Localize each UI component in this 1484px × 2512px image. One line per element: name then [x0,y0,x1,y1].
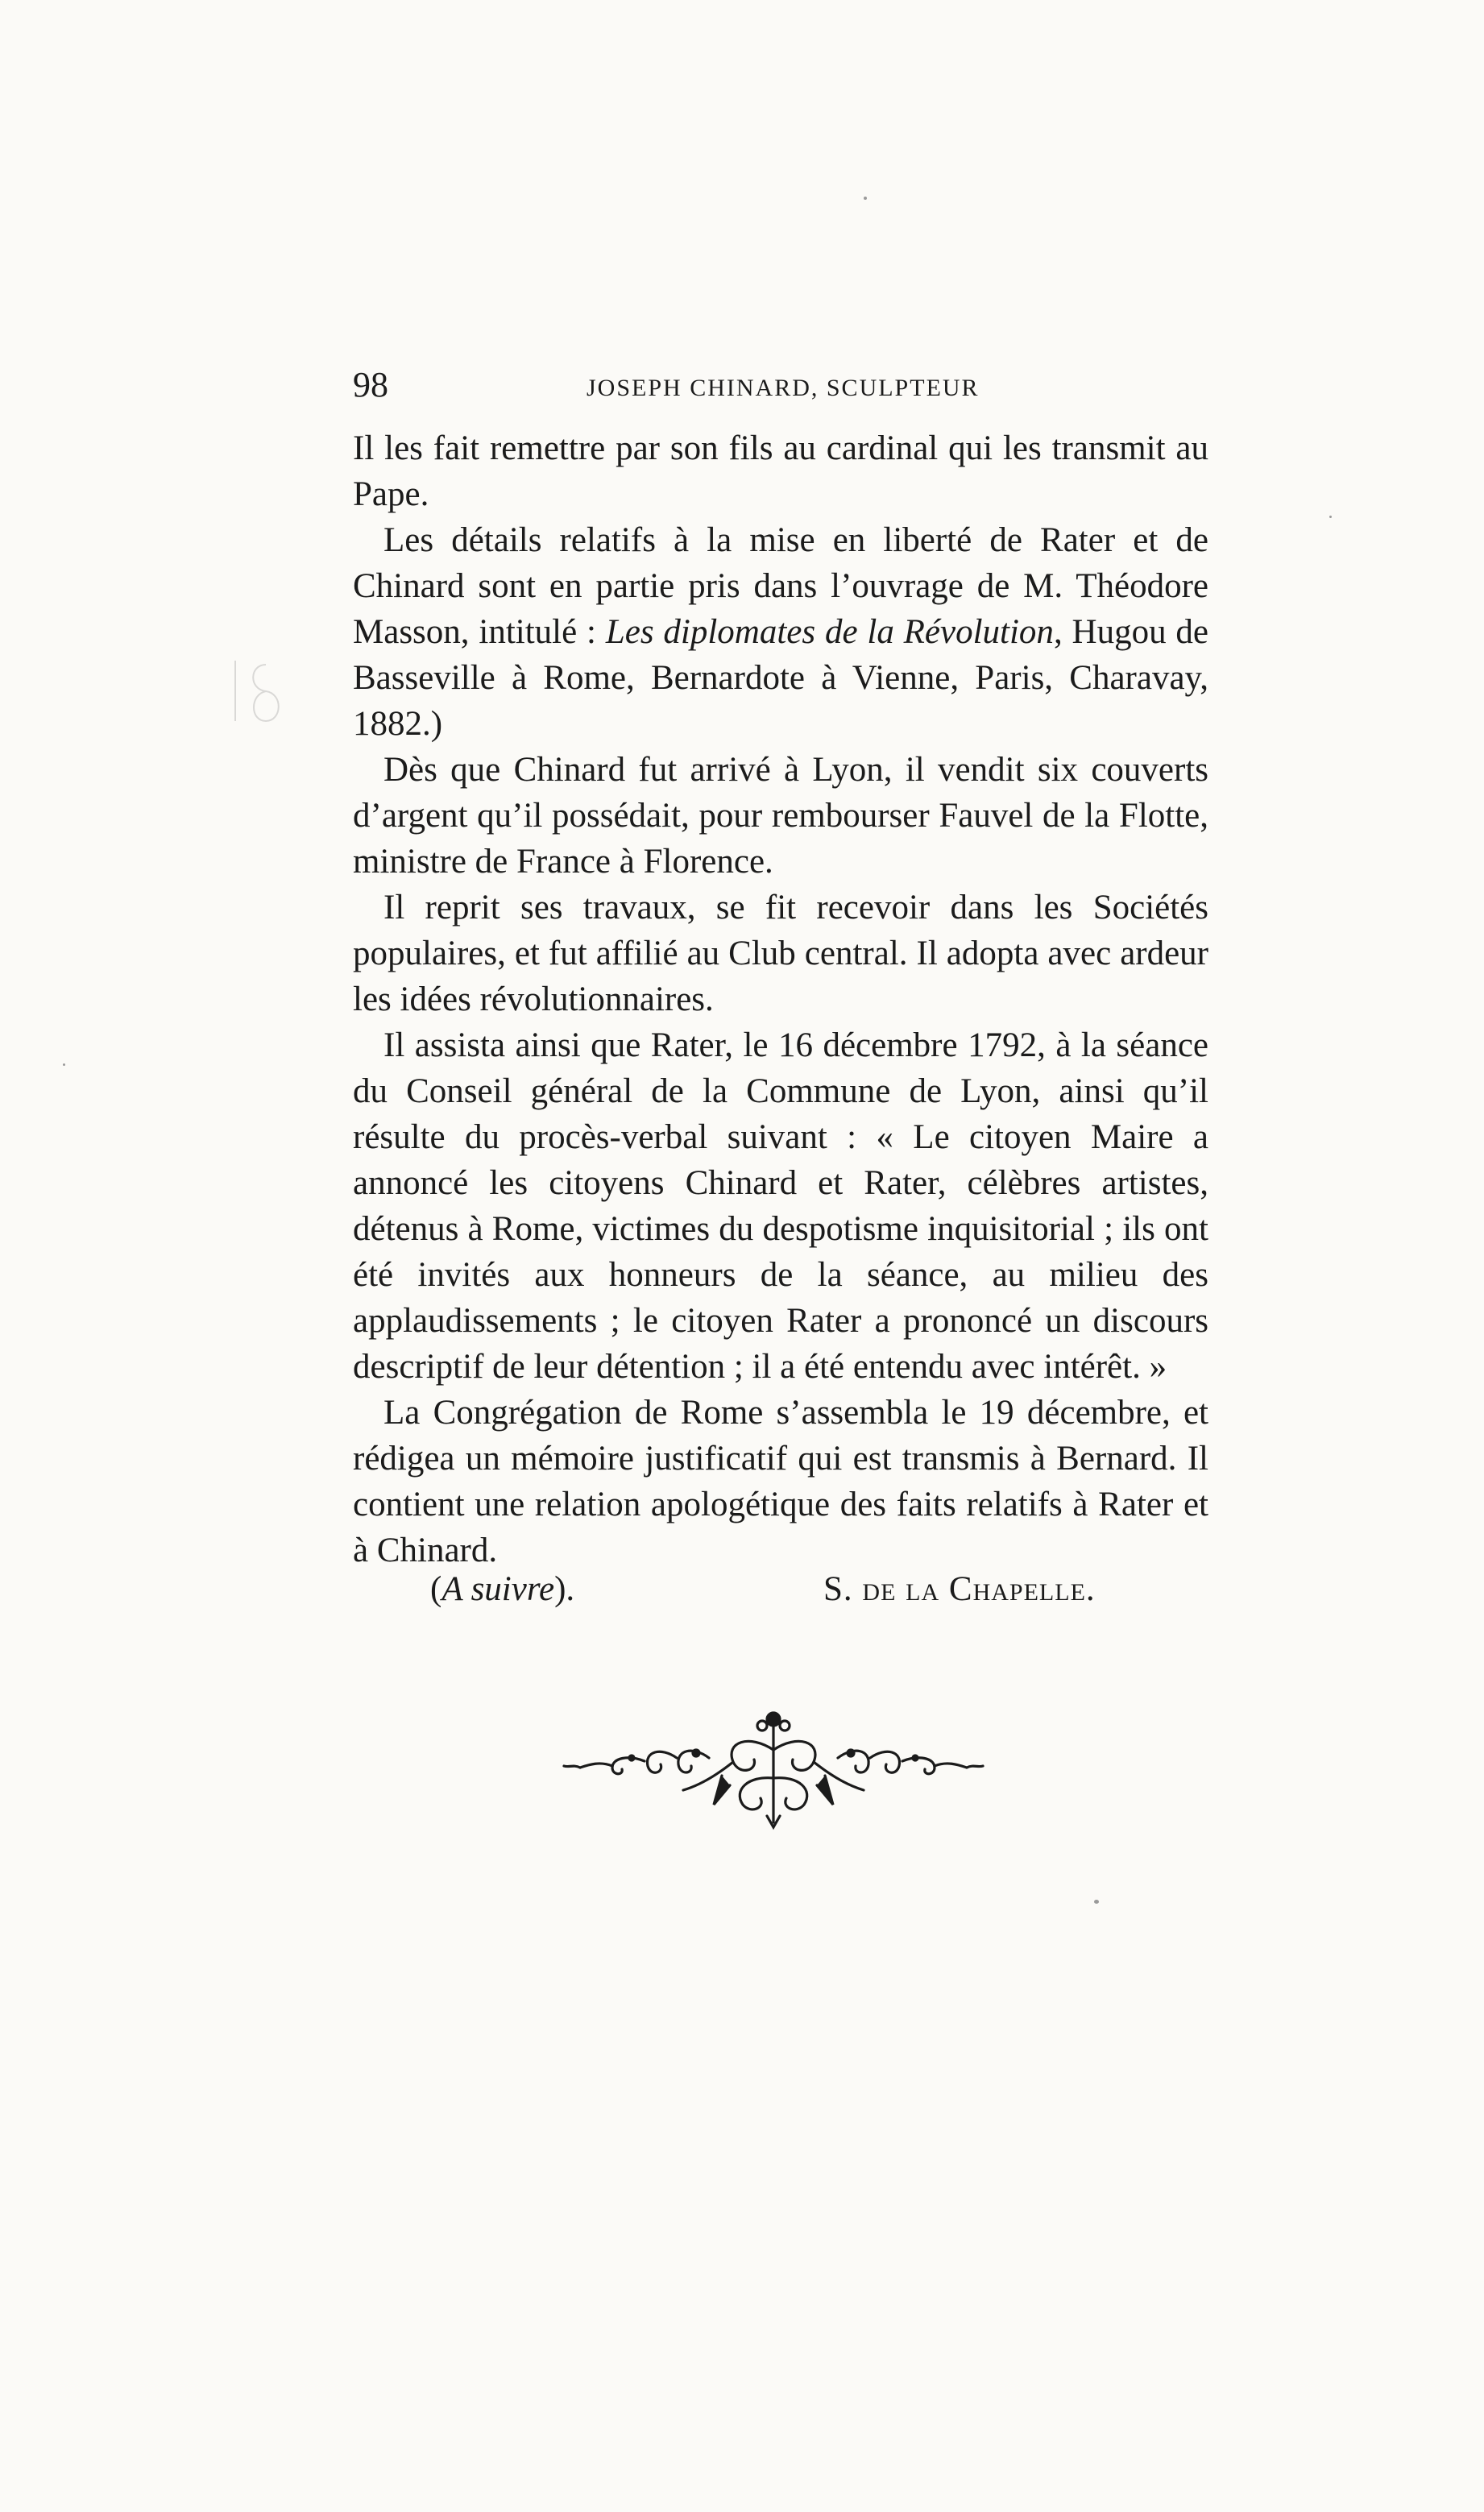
text-run: Il les fait remettre par son fils au cardinal qui les transmit au Pape. [353,429,1208,513]
paragraph [353,425,1208,517]
text-run: Il reprit ses travaux, se fit recevoir dans les Sociétés populaires, et fut affilié au Club central. Il adopta avec ardeur les idées révolutionnaires. [353,889,1208,1018]
paragraph [353,1022,1208,1390]
text-run: , Hugou de Basseville à Rome, Bernardote à Vienne, Paris, Charavay, 1882.) [353,613,1208,743]
paragraph [353,1390,1208,1573]
paragraph [353,747,1208,885]
text-run: La Congrégation de Rome s’assembla le 19 décembre, et rédigea un mémoire justificatif qui est transmis à Bernard. Il contient une relation apologétique des faits relatifs à Rater et à Chinard. [353,1394,1208,1569]
to-be-continued: (A suivre). [430,1570,575,1608]
paragraph [353,885,1208,1022]
paragraph [353,517,1208,747]
ornament-fleuron-icon [532,1702,1015,1830]
running-title: JOSEPH CHINARD, SCULPTEUR [587,375,980,401]
page-header [353,361,1208,409]
paper-speck [1094,1900,1099,1904]
text-run: Dès que Chinard fut arrivé à Lyon, il vendit six couverts d’argent qu’il possédait, pour rembourser Fauvel de la Flotte, ministre de France à Florence. [353,751,1208,881]
paper-speck [63,1063,65,1066]
body-text [353,425,1208,1573]
paper-speck [1329,516,1332,518]
italic-title: Les diplomates de la Révolution [605,613,1054,651]
paper-speck [864,197,867,200]
text-run: Les détails relatifs à la mise en liberté de Rater et de Chinard sont en partie pris dans l’ouvrage de M. Théodore Masson, intitulé : [353,521,1208,651]
text-run: Il assista ainsi que Rater, le 16 décembre 1792, à la séance du Conseil général de la Commune de Lyon, ainsi qu’il résulte du procès-verbal suivant : « Le citoyen Maire a annoncé les citoyens Chinard et Rater, célèbres artistes, détenus à Rome, victimes du despotisme inquisitorial ; ils ont été invités aux honneurs de la séance, au milieu des applaudissements ; le citoyen Rater a prononcé un discours descriptif de leur détention ; il a été entendu avec intérêt. » [353,1026,1208,1386]
margin-pencil-mark [226,645,290,741]
signature-line [353,1566,1208,1615]
page-number: 98 [353,365,388,404]
author-signature: S. de la Chapelle. [823,1570,1096,1608]
